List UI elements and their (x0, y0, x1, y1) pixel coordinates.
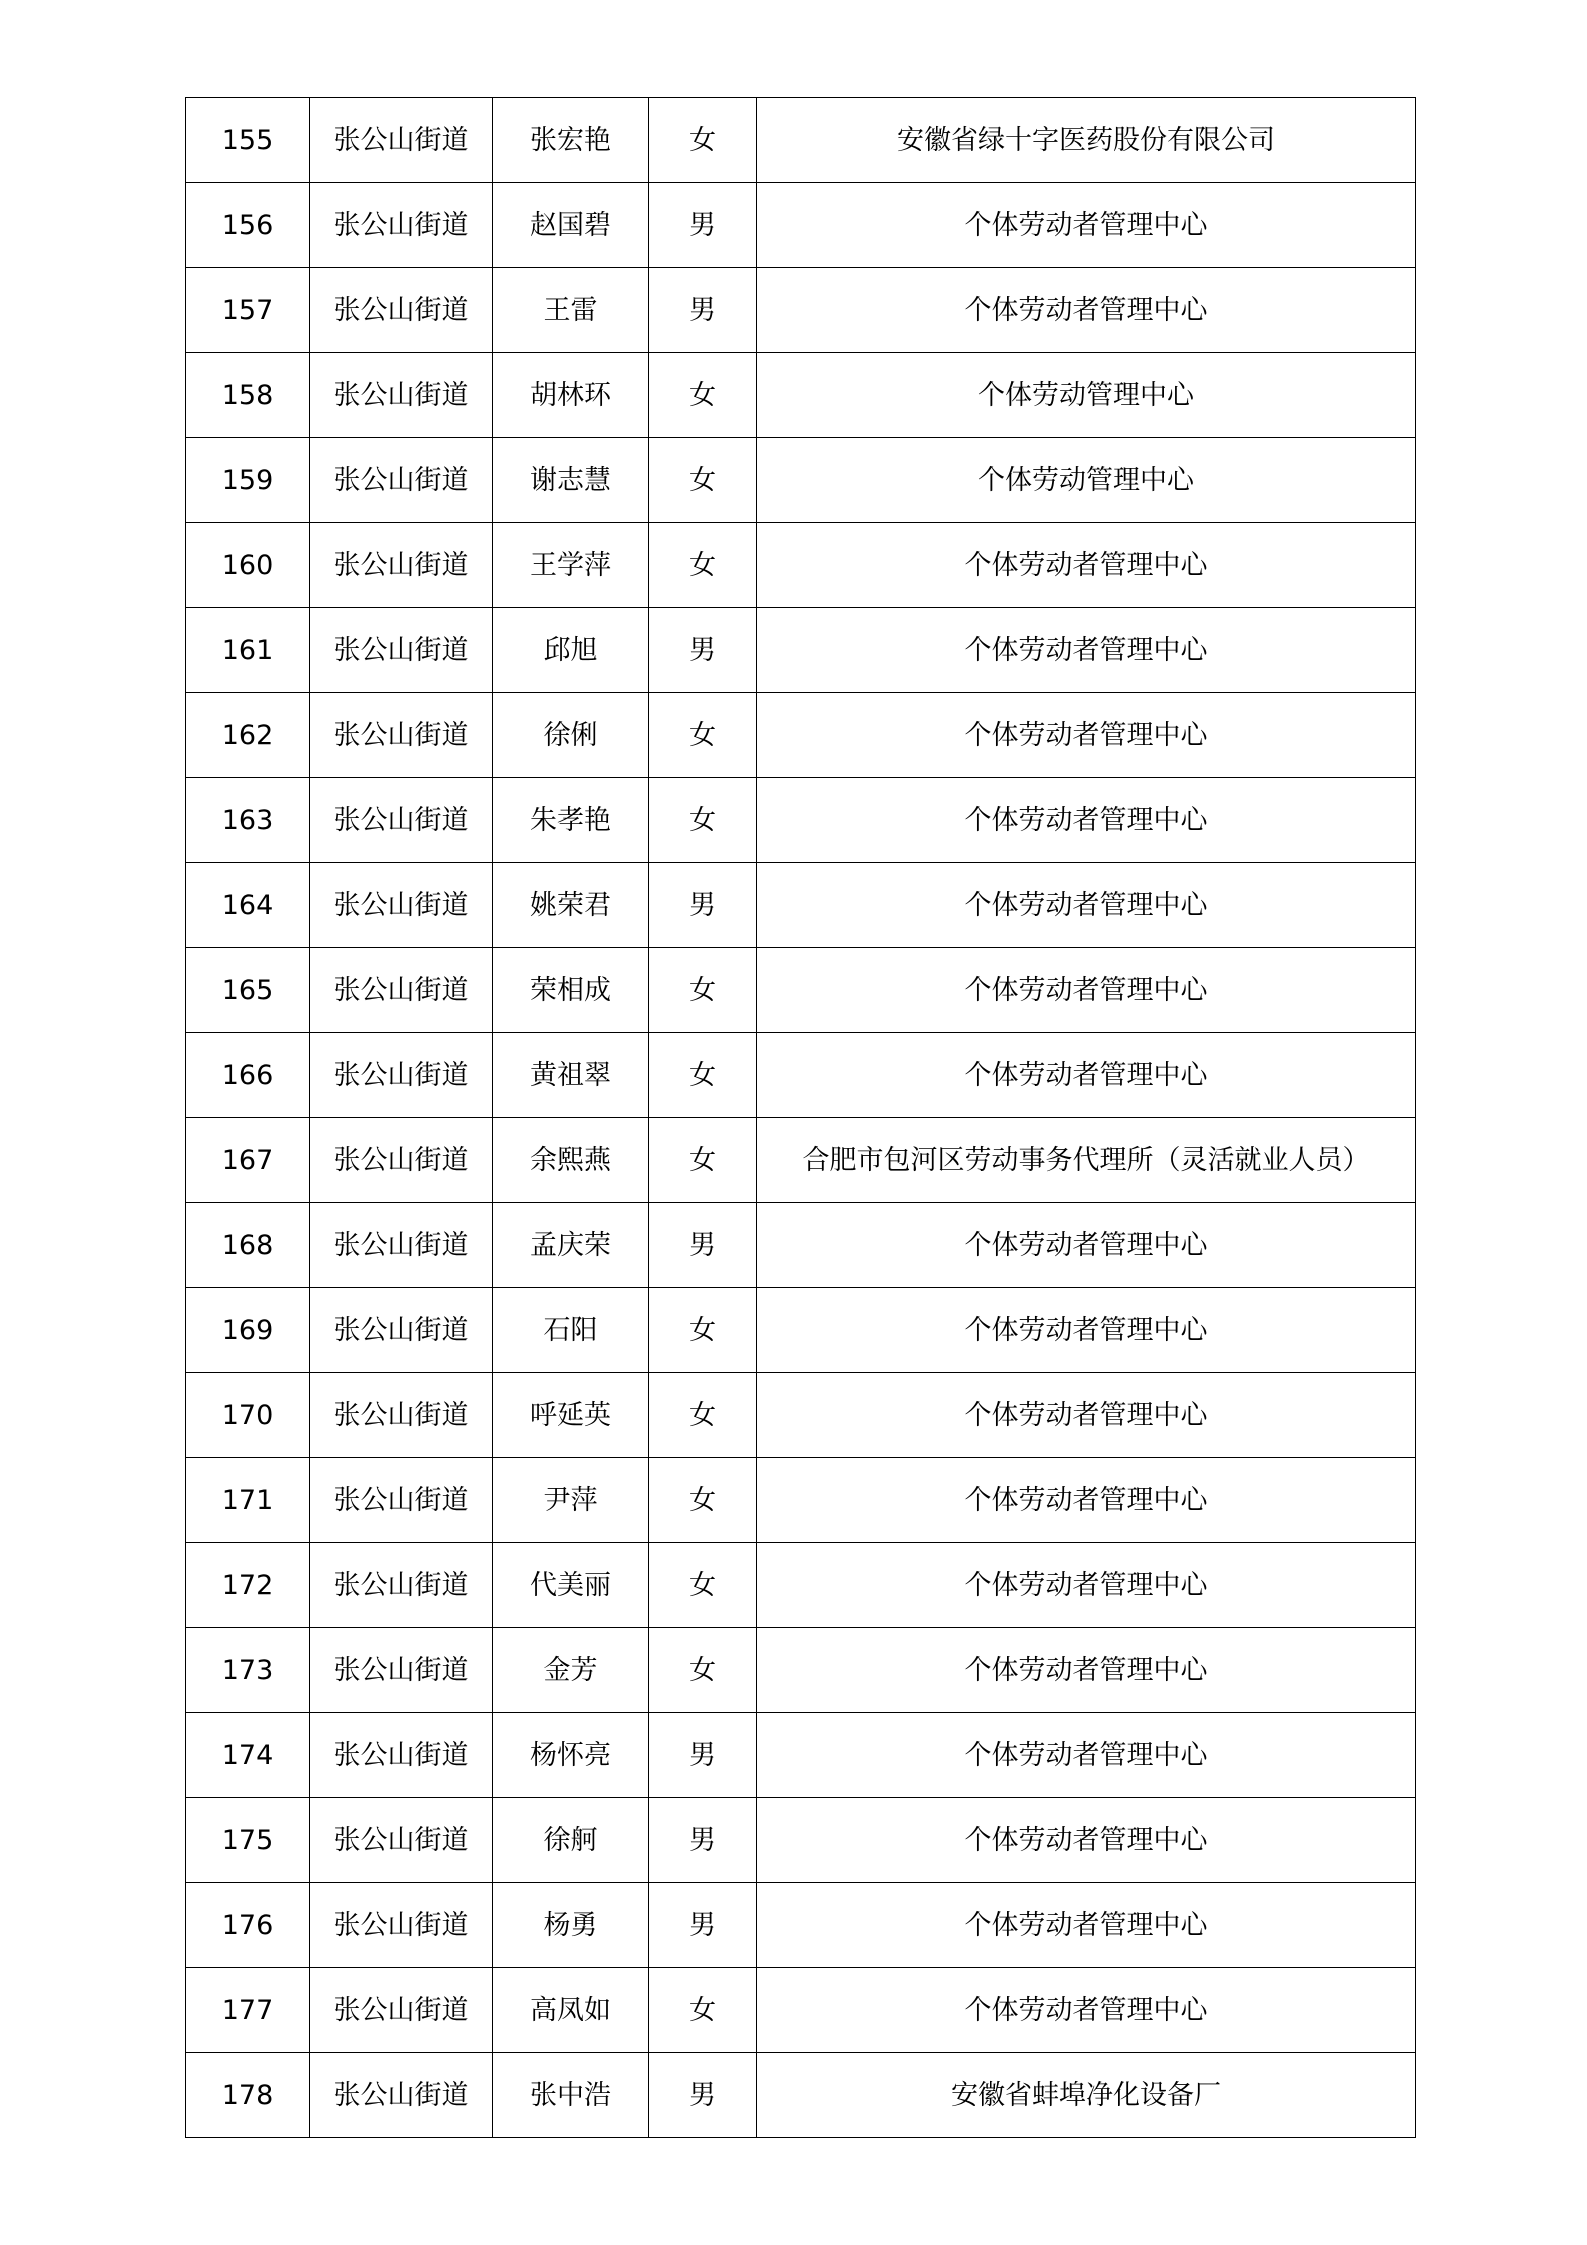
row-number-cell: 170 (186, 1373, 310, 1458)
street-cell: 张公山街道 (310, 1373, 493, 1458)
table-row (186, 268, 1416, 353)
row-number-cell: 168 (186, 1203, 310, 1288)
table-row (186, 863, 1416, 948)
employer-unit-cell: 个体劳动管理中心 (757, 438, 1416, 523)
street-cell: 张公山街道 (310, 1968, 493, 2053)
gender-cell: 女 (649, 778, 757, 863)
gender-cell: 女 (649, 438, 757, 523)
street-cell: 张公山街道 (310, 1458, 493, 1543)
street-cell: 张公山街道 (310, 1543, 493, 1628)
employer-unit-cell: 个体劳动者管理中心 (757, 778, 1416, 863)
employer-unit-cell: 个体劳动者管理中心 (757, 863, 1416, 948)
person-name-cell: 朱孝艳 (493, 778, 649, 863)
table-row (186, 523, 1416, 608)
person-name-cell: 邱旭 (493, 608, 649, 693)
person-name-cell: 荣相成 (493, 948, 649, 1033)
person-name-cell: 张中浩 (493, 2053, 649, 2138)
employer-unit-cell: 个体劳动管理中心 (757, 353, 1416, 438)
row-number-cell: 174 (186, 1713, 310, 1798)
street-cell: 张公山街道 (310, 268, 493, 353)
street-cell: 张公山街道 (310, 438, 493, 523)
gender-cell: 女 (649, 693, 757, 778)
row-number-cell: 177 (186, 1968, 310, 2053)
employer-unit-cell: 个体劳动者管理中心 (757, 523, 1416, 608)
table-row (186, 778, 1416, 863)
table-row (186, 353, 1416, 438)
roster-table (185, 97, 1416, 2138)
person-name-cell: 金芳 (493, 1628, 649, 1713)
street-cell: 张公山街道 (310, 778, 493, 863)
row-number-cell: 167 (186, 1118, 310, 1203)
gender-cell: 女 (649, 98, 757, 183)
table-row (186, 1033, 1416, 1118)
gender-cell: 女 (649, 1033, 757, 1118)
street-cell: 张公山街道 (310, 1033, 493, 1118)
person-name-cell: 徐俐 (493, 693, 649, 778)
employer-unit-cell: 个体劳动者管理中心 (757, 1458, 1416, 1543)
person-name-cell: 王雷 (493, 268, 649, 353)
person-name-cell: 代美丽 (493, 1543, 649, 1628)
person-name-cell: 杨怀亮 (493, 1713, 649, 1798)
person-name-cell: 姚荣君 (493, 863, 649, 948)
street-cell: 张公山街道 (310, 353, 493, 438)
employer-unit-cell: 个体劳动者管理中心 (757, 1798, 1416, 1883)
row-number-cell: 165 (186, 948, 310, 1033)
person-name-cell: 呼延英 (493, 1373, 649, 1458)
gender-cell: 男 (649, 608, 757, 693)
gender-cell: 男 (649, 268, 757, 353)
employer-unit-cell: 个体劳动者管理中心 (757, 1628, 1416, 1713)
gender-cell: 女 (649, 1458, 757, 1543)
person-name-cell: 王学萍 (493, 523, 649, 608)
street-cell: 张公山街道 (310, 1203, 493, 1288)
employer-unit-cell: 安徽省绿十字医药股份有限公司 (757, 98, 1416, 183)
employer-unit-cell: 个体劳动者管理中心 (757, 693, 1416, 778)
row-number-cell: 156 (186, 183, 310, 268)
person-name-cell: 杨勇 (493, 1883, 649, 1968)
table-row (186, 1203, 1416, 1288)
row-number-cell: 155 (186, 98, 310, 183)
gender-cell: 女 (649, 1118, 757, 1203)
table-row (186, 1118, 1416, 1203)
row-number-cell: 166 (186, 1033, 310, 1118)
person-name-cell: 余熙燕 (493, 1118, 649, 1203)
gender-cell: 男 (649, 1883, 757, 1968)
table-row (186, 1373, 1416, 1458)
street-cell: 张公山街道 (310, 2053, 493, 2138)
row-number-cell: 175 (186, 1798, 310, 1883)
person-name-cell: 尹萍 (493, 1458, 649, 1543)
street-cell: 张公山街道 (310, 608, 493, 693)
street-cell: 张公山街道 (310, 693, 493, 778)
roster-table-body (186, 98, 1416, 2138)
person-name-cell: 胡林环 (493, 353, 649, 438)
person-name-cell: 徐舸 (493, 1798, 649, 1883)
street-cell: 张公山街道 (310, 1713, 493, 1798)
street-cell: 张公山街道 (310, 948, 493, 1033)
gender-cell: 男 (649, 863, 757, 948)
person-name-cell: 张宏艳 (493, 98, 649, 183)
row-number-cell: 176 (186, 1883, 310, 1968)
table-row (186, 1288, 1416, 1373)
gender-cell: 女 (649, 1968, 757, 2053)
employer-unit-cell: 个体劳动者管理中心 (757, 1373, 1416, 1458)
row-number-cell: 162 (186, 693, 310, 778)
employer-unit-cell: 个体劳动者管理中心 (757, 1203, 1416, 1288)
gender-cell: 女 (649, 353, 757, 438)
employer-unit-cell: 个体劳动者管理中心 (757, 1713, 1416, 1798)
employer-unit-cell: 个体劳动者管理中心 (757, 1968, 1416, 2053)
street-cell: 张公山街道 (310, 183, 493, 268)
table-row (186, 1968, 1416, 2053)
employer-unit-cell: 个体劳动者管理中心 (757, 1033, 1416, 1118)
row-number-cell: 157 (186, 268, 310, 353)
gender-cell: 女 (649, 523, 757, 608)
row-number-cell: 164 (186, 863, 310, 948)
street-cell: 张公山街道 (310, 1883, 493, 1968)
table-row (186, 183, 1416, 268)
employer-unit-cell: 安徽省蚌埠净化设备厂 (757, 2053, 1416, 2138)
table-row (186, 1628, 1416, 1713)
table-row (186, 693, 1416, 778)
gender-cell: 女 (649, 1288, 757, 1373)
employer-unit-cell: 个体劳动者管理中心 (757, 1883, 1416, 1968)
table-row (186, 1713, 1416, 1798)
person-name-cell: 赵国碧 (493, 183, 649, 268)
table-row (186, 1798, 1416, 1883)
table-row (186, 1543, 1416, 1628)
gender-cell: 男 (649, 1203, 757, 1288)
gender-cell: 女 (649, 1628, 757, 1713)
employer-unit-cell: 个体劳动者管理中心 (757, 183, 1416, 268)
table-row (186, 1883, 1416, 1968)
street-cell: 张公山街道 (310, 98, 493, 183)
employer-unit-cell: 个体劳动者管理中心 (757, 1543, 1416, 1628)
table-row (186, 948, 1416, 1033)
employer-unit-cell: 个体劳动者管理中心 (757, 268, 1416, 353)
gender-cell: 男 (649, 1713, 757, 1798)
table-row (186, 98, 1416, 183)
employer-unit-cell: 个体劳动者管理中心 (757, 1288, 1416, 1373)
gender-cell: 男 (649, 183, 757, 268)
gender-cell: 女 (649, 1543, 757, 1628)
table-row (186, 2053, 1416, 2138)
row-number-cell: 159 (186, 438, 310, 523)
employer-unit-cell: 个体劳动者管理中心 (757, 948, 1416, 1033)
street-cell: 张公山街道 (310, 1628, 493, 1713)
person-name-cell: 高凤如 (493, 1968, 649, 2053)
street-cell: 张公山街道 (310, 1288, 493, 1373)
street-cell: 张公山街道 (310, 1798, 493, 1883)
person-name-cell: 孟庆荣 (493, 1203, 649, 1288)
row-number-cell: 173 (186, 1628, 310, 1713)
person-name-cell: 黄祖翠 (493, 1033, 649, 1118)
row-number-cell: 172 (186, 1543, 310, 1628)
gender-cell: 女 (649, 1373, 757, 1458)
person-name-cell: 谢志慧 (493, 438, 649, 523)
row-number-cell: 178 (186, 2053, 310, 2138)
employer-unit-cell: 合肥市包河区劳动事务代理所（灵活就业人员） (757, 1118, 1416, 1203)
gender-cell: 男 (649, 1798, 757, 1883)
row-number-cell: 171 (186, 1458, 310, 1543)
row-number-cell: 169 (186, 1288, 310, 1373)
street-cell: 张公山街道 (310, 523, 493, 608)
table-row (186, 1458, 1416, 1543)
row-number-cell: 158 (186, 353, 310, 438)
employer-unit-cell: 个体劳动者管理中心 (757, 608, 1416, 693)
street-cell: 张公山街道 (310, 863, 493, 948)
row-number-cell: 160 (186, 523, 310, 608)
gender-cell: 男 (649, 2053, 757, 2138)
row-number-cell: 161 (186, 608, 310, 693)
table-row (186, 608, 1416, 693)
person-name-cell: 石阳 (493, 1288, 649, 1373)
street-cell: 张公山街道 (310, 1118, 493, 1203)
gender-cell: 女 (649, 948, 757, 1033)
row-number-cell: 163 (186, 778, 310, 863)
table-row (186, 438, 1416, 523)
